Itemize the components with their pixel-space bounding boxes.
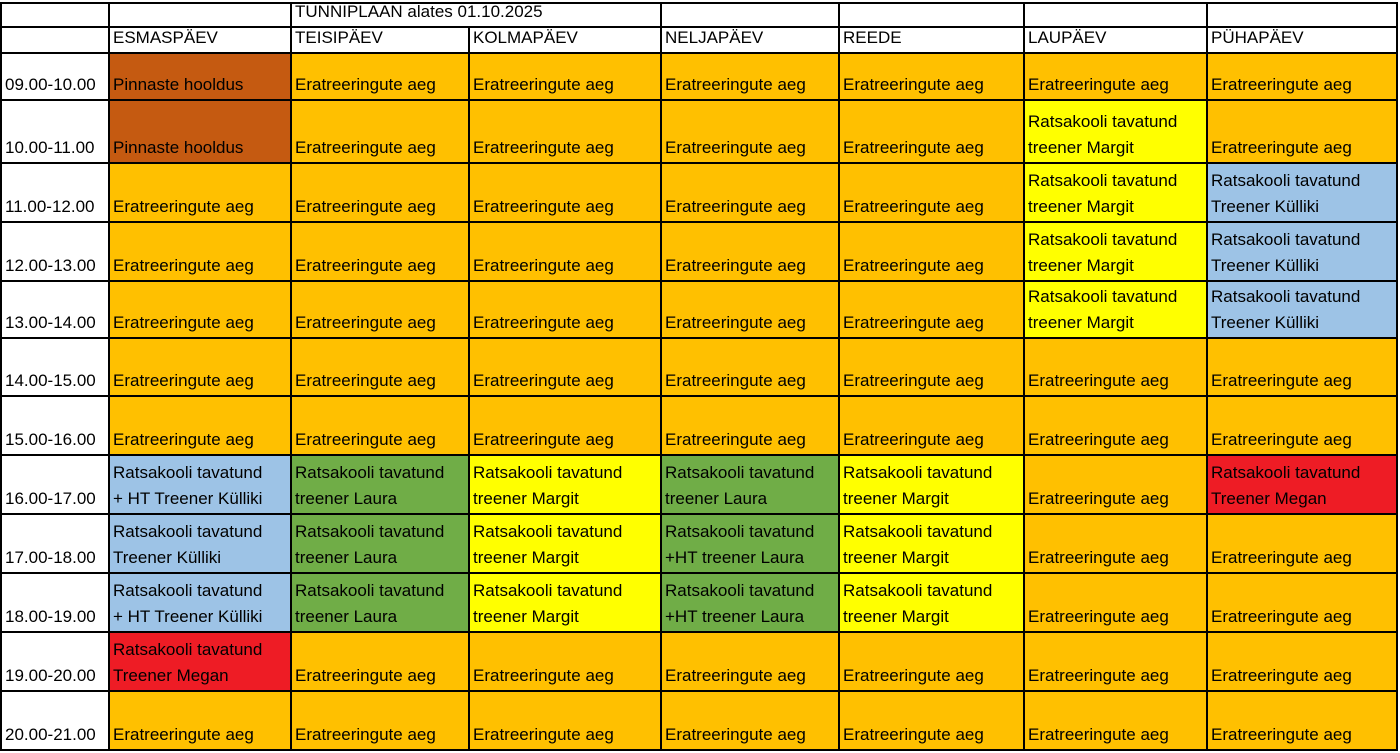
- schedule-cell-text: Ratsakooli tavatund Treener Megan: [1211, 463, 1361, 508]
- schedule-cell: [662, 633, 840, 692]
- day-header: [292, 28, 470, 54]
- time-slot-label-text: 11.00-12.00: [5, 197, 95, 216]
- schedule-cell: [1208, 54, 1398, 101]
- schedule-cell: [1025, 515, 1208, 574]
- time-slot-label: [0, 515, 110, 574]
- schedule-cell: [1025, 397, 1208, 456]
- schedule-cell: [1025, 633, 1208, 692]
- day-header-text: PÜHAPÄEV: [1211, 28, 1304, 47]
- schedule-cell: [662, 692, 840, 751]
- schedule-cell-text: Eratreeringute aeg: [1211, 607, 1352, 626]
- schedule-cell-text: Ratsakooli tavatund treener Margit: [473, 522, 623, 567]
- schedule-cell-text: Eratreeringute aeg: [843, 666, 984, 685]
- schedule-cell-text: Pinnaste hooldus: [113, 75, 244, 94]
- schedule-cell-text: Eratreeringute aeg: [1211, 666, 1352, 685]
- schedule-cell-text: Eratreeringute aeg: [295, 138, 436, 157]
- schedule-cell: [840, 282, 1025, 339]
- schedule-cell-text: Eratreeringute aeg: [843, 256, 984, 275]
- schedule-cell: [840, 101, 1025, 164]
- schedule-cell-text: Eratreeringute aeg: [473, 725, 614, 744]
- schedule-cell: [292, 574, 470, 633]
- schedule-cell: [840, 223, 1025, 282]
- schedule-cell-text: Ratsakooli tavatund treener Margit: [843, 581, 993, 626]
- day-header-text: ESMASPÄEV: [113, 28, 218, 47]
- schedule-cell: [470, 101, 662, 164]
- day-header: [470, 28, 662, 54]
- time-slot-label: [0, 339, 110, 397]
- schedule-cell: [110, 282, 292, 339]
- schedule-cell: [840, 574, 1025, 633]
- time-slot-label: [0, 633, 110, 692]
- schedule-cell: [662, 101, 840, 164]
- schedule-cell-text: Eratreeringute aeg: [295, 430, 436, 449]
- schedule-cell: [1208, 692, 1398, 751]
- schedule-cell: [662, 282, 840, 339]
- time-slot-label: [0, 692, 110, 751]
- schedule-cell: [110, 633, 292, 692]
- time-slot-label-text: 18.00-19.00: [5, 607, 96, 626]
- schedule-cell-text: Eratreeringute aeg: [473, 430, 614, 449]
- schedule-cell: [840, 633, 1025, 692]
- day-header: [662, 28, 840, 54]
- schedule-cell: [292, 515, 470, 574]
- schedule-cell-text: Eratreeringute aeg: [665, 430, 806, 449]
- schedule-cell-text: Eratreeringute aeg: [665, 371, 806, 390]
- schedule-cell: [1025, 456, 1208, 515]
- day-header: [110, 28, 292, 54]
- schedule-cell: [470, 692, 662, 751]
- time-slot-label-text: 16.00-17.00: [5, 489, 96, 508]
- schedule-cell-text: Eratreeringute aeg: [665, 138, 806, 157]
- schedule-cell: [1025, 339, 1208, 397]
- schedule-cell: [110, 574, 292, 633]
- schedule-cell-text: Ratsakooli tavatund treener Margit: [1028, 171, 1178, 216]
- title-blank: [1025, 2, 1208, 28]
- schedule-cell-text: Eratreeringute aeg: [843, 371, 984, 390]
- schedule-cell: [1208, 101, 1398, 164]
- schedule-cell-text: Ratsakooli tavatund treener Laura: [295, 522, 445, 567]
- schedule-cell-text: Ratsakooli tavatund Treener Megan: [113, 640, 263, 685]
- schedule-cell: [470, 223, 662, 282]
- day-header-text: LAUPÄEV: [1028, 28, 1107, 47]
- schedule-cell-text: Eratreeringute aeg: [1211, 138, 1352, 157]
- time-slot-label: [0, 54, 110, 101]
- schedule-cell: [292, 282, 470, 339]
- schedule-cell-text: Eratreeringute aeg: [473, 313, 614, 332]
- schedule-cell-text: Eratreeringute aeg: [295, 256, 436, 275]
- schedule-cell: [840, 339, 1025, 397]
- schedule-cell-text: Eratreeringute aeg: [843, 138, 984, 157]
- schedule-cell-text: Eratreeringute aeg: [1211, 75, 1352, 94]
- schedule-cell-text: Eratreeringute aeg: [1211, 371, 1352, 390]
- day-header-text: KOLMAPÄEV: [473, 28, 578, 47]
- schedule-cell-text: Eratreeringute aeg: [113, 313, 254, 332]
- schedule-cell-text: Eratreeringute aeg: [1028, 666, 1169, 685]
- schedule-cell: [662, 54, 840, 101]
- schedule-cell: [110, 54, 292, 101]
- time-slot-label-text: 17.00-18.00: [5, 548, 96, 567]
- schedule-cell: [840, 397, 1025, 456]
- schedule-cell: [840, 456, 1025, 515]
- schedule-cell-text: Ratsakooli tavatund treener Margit: [843, 522, 993, 567]
- schedule-cell-text: Ratsakooli tavatund treener Margit: [1028, 287, 1178, 332]
- schedule-cell: [110, 397, 292, 456]
- schedule-cell-text: Eratreeringute aeg: [113, 371, 254, 390]
- day-header-text: REEDE: [843, 28, 902, 47]
- schedule-cell-text: Ratsakooli tavatund treener Laura: [295, 581, 445, 626]
- corner-blank: [0, 2, 110, 28]
- schedule-cell-text: Ratsakooli tavatund treener Margit: [1028, 230, 1178, 275]
- schedule-cell-text: Eratreeringute aeg: [665, 313, 806, 332]
- schedule-cell: [840, 515, 1025, 574]
- schedule-cell: [110, 339, 292, 397]
- schedule-cell: [1025, 101, 1208, 164]
- schedule-cell: [662, 164, 840, 223]
- schedule-cell: [1208, 282, 1398, 339]
- schedule-cell: [110, 101, 292, 164]
- time-slot-label: [0, 574, 110, 633]
- schedule-cell-text: Ratsakooli tavatund Treener Külliki: [1211, 287, 1361, 332]
- schedule-cell-text: Eratreeringute aeg: [473, 371, 614, 390]
- schedule-cell-text: Ratsakooli tavatund treener Laura: [295, 463, 445, 508]
- schedule-cell-text: Ratsakooli tavatund treener Margit: [473, 463, 623, 508]
- schedule-cell: [110, 456, 292, 515]
- schedule-cell: [292, 339, 470, 397]
- schedule-cell-text: Eratreeringute aeg: [1028, 725, 1169, 744]
- schedule-cell-text: Ratsakooli tavatund treener Margit: [473, 581, 623, 626]
- schedule-cell-text: Eratreeringute aeg: [1028, 371, 1169, 390]
- schedule-cell-text: Eratreeringute aeg: [473, 138, 614, 157]
- schedule-cell-text: Ratsakooli tavatund +HT treener Laura: [665, 581, 815, 626]
- time-slot-label: [0, 101, 110, 164]
- timetable-title-text: TUNNIPLAAN alates 01.10.2025: [295, 2, 543, 21]
- schedule-cell: [1208, 164, 1398, 223]
- schedule-cell: [1208, 574, 1398, 633]
- time-slot-label-text: 13.00-14.00: [5, 313, 96, 332]
- day-header-text: TEISIPÄEV: [295, 28, 383, 47]
- schedule-cell-text: Eratreeringute aeg: [295, 75, 436, 94]
- schedule-cell: [110, 515, 292, 574]
- schedule-cell-text: Ratsakooli tavatund Treener Külliki: [1211, 171, 1361, 216]
- schedule-cell: [110, 164, 292, 223]
- time-slot-label-text: 14.00-15.00: [5, 371, 96, 390]
- schedule-cell-text: Eratreeringute aeg: [295, 725, 436, 744]
- schedule-cell: [470, 574, 662, 633]
- schedule-cell-text: Eratreeringute aeg: [665, 197, 806, 216]
- schedule-cell-text: Eratreeringute aeg: [1028, 489, 1169, 508]
- schedule-cell-text: Eratreeringute aeg: [295, 313, 436, 332]
- schedule-cell: [292, 456, 470, 515]
- schedule-cell: [662, 339, 840, 397]
- schedule-cell-text: Eratreeringute aeg: [843, 197, 984, 216]
- schedule-cell: [292, 223, 470, 282]
- title-blank: [840, 2, 1025, 28]
- schedule-cell: [1208, 633, 1398, 692]
- day-header: [1025, 28, 1208, 54]
- schedule-cell: [292, 101, 470, 164]
- schedule-cell-text: Eratreeringute aeg: [1211, 548, 1352, 567]
- schedule-cell: [292, 633, 470, 692]
- time-slot-label-text: 12.00-13.00: [5, 256, 96, 275]
- schedule-cell-text: Eratreeringute aeg: [473, 197, 614, 216]
- schedule-cell-text: Eratreeringute aeg: [473, 75, 614, 94]
- time-slot-label: [0, 164, 110, 223]
- schedule-cell: [662, 515, 840, 574]
- time-slot-label: [0, 223, 110, 282]
- schedule-cell: [1208, 223, 1398, 282]
- schedule-cell-text: Eratreeringute aeg: [1028, 75, 1169, 94]
- schedule-cell: [662, 574, 840, 633]
- title-blank: [1208, 2, 1398, 28]
- time-slot-label-text: 10.00-11.00: [5, 138, 95, 157]
- schedule-cell-text: Ratsakooli tavatund Treener Külliki: [1211, 230, 1361, 275]
- schedule-cell: [662, 456, 840, 515]
- schedule-cell: [292, 54, 470, 101]
- schedule-cell: [110, 223, 292, 282]
- schedule-cell-text: Eratreeringute aeg: [1211, 430, 1352, 449]
- timetable-title: [292, 2, 662, 28]
- schedule-cell-text: Eratreeringute aeg: [113, 725, 254, 744]
- schedule-cell: [662, 223, 840, 282]
- schedule-cell: [662, 397, 840, 456]
- time-slot-label: [0, 456, 110, 515]
- schedule-cell: [470, 54, 662, 101]
- schedule-cell-text: Eratreeringute aeg: [1028, 430, 1169, 449]
- schedule-cell-text: Eratreeringute aeg: [843, 725, 984, 744]
- schedule-cell-text: Eratreeringute aeg: [665, 75, 806, 94]
- schedule-cell: [110, 692, 292, 751]
- schedule-cell: [1025, 223, 1208, 282]
- schedule-cell: [292, 397, 470, 456]
- day-header-text: NELJAPÄEV: [665, 28, 764, 47]
- schedule-cell-text: Eratreeringute aeg: [295, 666, 436, 685]
- schedule-cell: [470, 397, 662, 456]
- schedule-cell: [470, 456, 662, 515]
- schedule-cell-text: Eratreeringute aeg: [295, 197, 436, 216]
- schedule-cell-text: Ratsakooli tavatund + HT Treener Külliki: [113, 581, 263, 626]
- schedule-cell-text: Ratsakooli tavatund treener Margit: [1028, 112, 1178, 157]
- schedule-cell: [470, 515, 662, 574]
- title-blank: [110, 2, 292, 28]
- schedule-cell-text: Eratreeringute aeg: [665, 725, 806, 744]
- time-slot-label: [0, 397, 110, 456]
- schedule-cell: [1208, 397, 1398, 456]
- schedule-cell: [1025, 164, 1208, 223]
- schedule-cell: [840, 54, 1025, 101]
- schedule-cell: [470, 164, 662, 223]
- time-slot-label-text: 15.00-16.00: [5, 430, 96, 449]
- schedule-cell-text: Ratsakooli tavatund treener Laura: [665, 463, 815, 508]
- schedule-cell-text: Eratreeringute aeg: [473, 666, 614, 685]
- schedule-cell-text: Pinnaste hooldus: [113, 138, 244, 157]
- schedule-cell-text: Eratreeringute aeg: [113, 197, 254, 216]
- time-slot-label: [0, 282, 110, 339]
- schedule-cell-text: Eratreeringute aeg: [843, 75, 984, 94]
- schedule-cell-text: Ratsakooli tavatund + HT Treener Külliki: [113, 463, 263, 508]
- schedule-cell-text: Eratreeringute aeg: [113, 256, 254, 275]
- schedule-cell: [1025, 54, 1208, 101]
- schedule-cell-text: Eratreeringute aeg: [665, 666, 806, 685]
- schedule-cell: [1208, 456, 1398, 515]
- schedule-cell-text: Eratreeringute aeg: [1211, 725, 1352, 744]
- schedule-cell: [1025, 574, 1208, 633]
- schedule-cell-text: Ratsakooli tavatund Treener Külliki: [113, 522, 263, 567]
- title-blank: [662, 2, 840, 28]
- schedule-cell-text: Ratsakooli tavatund treener Margit: [843, 463, 993, 508]
- schedule-cell-text: Eratreeringute aeg: [113, 430, 254, 449]
- schedule-cell-text: Eratreeringute aeg: [1028, 607, 1169, 626]
- time-slot-label-text: 19.00-20.00: [5, 666, 96, 685]
- schedule-cell-text: Ratsakooli tavatund +HT treener Laura: [665, 522, 815, 567]
- time-header-blank: [0, 28, 110, 54]
- schedule-cell-text: Eratreeringute aeg: [473, 256, 614, 275]
- schedule-cell-text: Eratreeringute aeg: [843, 313, 984, 332]
- schedule-cell: [470, 633, 662, 692]
- schedule-cell: [292, 692, 470, 751]
- schedule-cell: [1208, 339, 1398, 397]
- schedule-cell-text: Eratreeringute aeg: [665, 256, 806, 275]
- schedule-cell: [470, 282, 662, 339]
- schedule-cell: [1025, 692, 1208, 751]
- day-header: [1208, 28, 1398, 54]
- schedule-cell: [840, 164, 1025, 223]
- schedule-cell: [1025, 282, 1208, 339]
- time-slot-label-text: 20.00-21.00: [5, 725, 96, 744]
- schedule-cell-text: Eratreeringute aeg: [1028, 548, 1169, 567]
- schedule-cell-text: Eratreeringute aeg: [295, 371, 436, 390]
- schedule-cell-text: Eratreeringute aeg: [843, 430, 984, 449]
- time-slot-label-text: 09.00-10.00: [5, 75, 96, 94]
- schedule-cell: [292, 164, 470, 223]
- schedule-cell: [1208, 515, 1398, 574]
- day-header: [840, 28, 1025, 54]
- schedule-cell: [470, 339, 662, 397]
- schedule-cell: [840, 692, 1025, 751]
